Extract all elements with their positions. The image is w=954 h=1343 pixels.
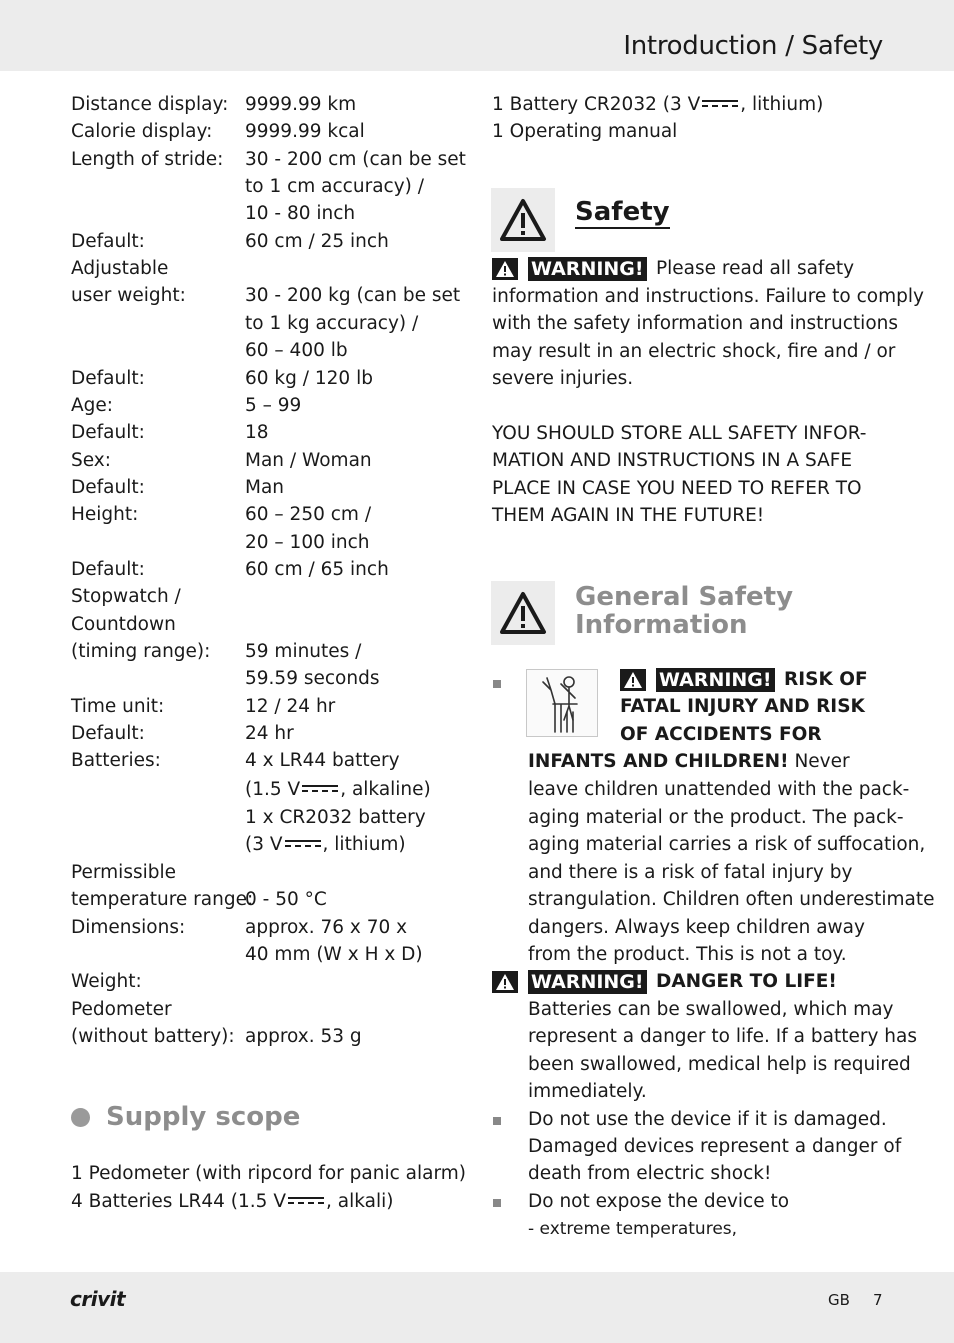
spec-label: Distance display:	[71, 94, 229, 115]
spec-value: approx. 53 g	[245, 1026, 362, 1048]
spec-label: Default:	[71, 230, 145, 252]
store-instructions-line: THEM AGAIN IN THE FUTURE!	[492, 505, 765, 526]
page-number: 7	[873, 1291, 883, 1309]
bullet-square-icon	[493, 1117, 501, 1125]
safety-intro-line: Please read all safety	[656, 258, 855, 279]
children-warning-title: FATAL INJURY AND RISK	[620, 696, 865, 717]
bullet-square-icon	[493, 680, 501, 688]
spec-battery-cr2032: 1 x CR2032 battery	[245, 807, 426, 828]
footer-language: GB	[828, 1291, 850, 1309]
children-warning-line: aging material or the product. The pack-	[528, 807, 904, 828]
danger-to-life-title: DANGER TO LIFE!	[656, 971, 837, 992]
warning-label: WARNING!	[528, 970, 647, 994]
spec-label: Sex:	[71, 449, 111, 471]
store-instructions-line: MATION AND INSTRUCTIONS IN A SAFE	[492, 450, 853, 471]
spec-value: 9999.99 km	[245, 94, 357, 115]
bullet-square-icon	[493, 1199, 501, 1207]
general-safety-warning-icon	[491, 581, 555, 645]
spec-value: 30 - 200 kg (can be set	[245, 285, 461, 307]
battery-warning-line: represent a danger to life. If a battery has	[528, 1026, 917, 1047]
spec-label: Age:	[71, 394, 114, 416]
spec-value: 40 mm (W x H x D)	[245, 944, 423, 966]
children-warning-line: dangers. Always keep children away	[528, 917, 865, 938]
battery-warning-line: Batteries can be swallowed, which may	[528, 999, 894, 1020]
safety-intro-line: severe injuries.	[492, 368, 634, 389]
children-warning-line: INFANTS AND CHILDREN! Never	[528, 751, 850, 772]
spec-label: Weight:	[71, 971, 142, 993]
spec-label: Pedometer	[71, 998, 172, 1020]
expose-device-line: Do not expose the device to	[528, 1191, 790, 1212]
spec-value: 59.59 seconds	[245, 668, 380, 690]
spec-value: 20 – 100 inch	[245, 531, 370, 553]
spec-label: temperature range:	[71, 889, 254, 911]
spec-value: 12 / 24 hr	[245, 695, 336, 717]
expose-device-subitem: - extreme temperatures,	[528, 1219, 738, 1239]
direct-current-symbol-icon	[288, 1196, 324, 1206]
spec-value: 60 – 400 lb	[245, 340, 348, 362]
damaged-device-line: Damaged devices represent a danger of	[528, 1136, 902, 1157]
spec-battery-cr2032-voltage: (3 V , lithium)	[245, 834, 406, 855]
general-safety-heading: General Safety	[575, 582, 794, 612]
spec-value: to 1 cm accuracy) /	[245, 176, 424, 198]
spec-value: Man / Woman	[245, 449, 372, 471]
store-instructions-line: PLACE IN CASE YOU NEED TO REFER TO	[492, 478, 862, 499]
spec-label: Default:	[71, 367, 145, 389]
spec-value: 0 - 50 °C	[245, 889, 327, 911]
spec-value: 60 – 250 cm /	[245, 504, 372, 526]
spec-battery-lr44-voltage: (1.5 V , alkaline)	[245, 779, 431, 800]
spec-label: Default:	[71, 476, 145, 498]
children-warning-line: aging material carries a risk of suffocation,	[528, 834, 926, 855]
spec-label: Stopwatch /	[71, 586, 181, 608]
section-bullet-icon	[71, 1108, 90, 1127]
spec-value: 9999.99 kcal	[245, 121, 365, 143]
safety-intro-line: may result in an electric shock, fire and / or	[492, 341, 896, 362]
warning-label: WARNING!	[528, 257, 647, 281]
children-warning-line: strangulation. Children often underestimate	[528, 889, 935, 910]
spec-label: Length of stride:	[71, 148, 224, 170]
spec-label: Adjustable	[71, 258, 169, 280]
direct-current-symbol-icon	[702, 99, 738, 109]
spec-label: Default:	[71, 558, 145, 580]
battery-warning-line: immediately.	[528, 1081, 647, 1102]
store-instructions-line: YOU SHOULD STORE ALL SAFETY INFOR-	[492, 423, 867, 444]
spec-value: 4 x LR44 battery	[245, 750, 400, 772]
damaged-device-line: Do not use the device if it is damaged.	[528, 1109, 887, 1130]
children-warning-line: from the product. This is not a toy.	[528, 944, 847, 965]
spec-value: 30 - 200 cm (can be set	[245, 148, 466, 170]
warning-triangle-icon	[620, 669, 646, 691]
children-warning-title: RISK OF	[784, 669, 868, 690]
children-warning-line: leave children unattended with the pack-	[528, 779, 910, 800]
warning-label: WARNING!	[656, 668, 775, 692]
safety-heading: Safety	[575, 197, 670, 227]
children-warning-title: OF ACCIDENTS FOR	[620, 724, 822, 745]
supply-item-lr44: 4 Batteries LR44 (1.5 V , alkali)	[71, 1191, 394, 1212]
supply-item-pedometer: 1 Pedometer (with ripcord for panic alarm)	[71, 1163, 466, 1184]
safety-warning-icon	[491, 188, 555, 252]
spec-value: 60 cm / 25 inch	[245, 230, 389, 252]
battery-warning-line: been swallowed, medical help is required	[528, 1054, 911, 1075]
supply-item-manual: 1 Operating manual	[492, 121, 678, 142]
spec-value: to 1 kg accuracy) /	[245, 312, 419, 334]
page-title: Introduction / Safety	[623, 31, 883, 61]
spec-label: Countdown	[71, 613, 176, 635]
supply-scope-heading: Supply scope	[106, 1102, 301, 1132]
brand-logo: crivit	[70, 1287, 126, 1311]
spec-label: user weight:	[71, 285, 186, 307]
footer-band	[0, 1272, 954, 1343]
spec-label: (timing range):	[71, 641, 211, 662]
spec-value: approx. 76 x 70 x	[245, 916, 408, 938]
supply-item-cr2032: 1 Battery CR2032 (3 V , lithium)	[492, 94, 824, 115]
spec-label: Permissible	[71, 862, 177, 883]
spec-value: 18	[245, 422, 269, 444]
spec-value: 10 - 80 inch	[245, 203, 356, 225]
spec-value: 60 cm / 65 inch	[245, 558, 389, 580]
spec-label: Default:	[71, 723, 145, 745]
spec-label: Dimensions:	[71, 916, 186, 938]
spec-label: Height:	[71, 504, 139, 526]
spec-label: Default:	[71, 422, 145, 444]
spec-value: 24 hr	[245, 723, 294, 745]
general-safety-heading-line2: Information	[575, 610, 748, 640]
safety-intro-line: information and instructions. Failure to comply	[492, 286, 924, 307]
spec-value: 59 minutes /	[245, 641, 362, 662]
spec-label: Time unit:	[71, 695, 165, 717]
children-warning-line: and there is a risk of fatal injury by	[528, 862, 853, 883]
direct-current-symbol-icon	[285, 839, 321, 849]
warning-triangle-icon	[492, 258, 518, 280]
spec-label: Calorie display:	[71, 121, 213, 143]
direct-current-symbol-icon	[302, 784, 338, 794]
spec-value: Man	[245, 476, 285, 498]
safety-intro-line: with the safety information and instructions	[492, 313, 898, 334]
spec-label: Batteries:	[71, 750, 161, 772]
spec-value: 60 kg / 120 lb	[245, 367, 373, 389]
warning-triangle-icon	[492, 971, 518, 993]
damaged-device-line: death from electric shock!	[528, 1163, 772, 1184]
child-safety-icon	[526, 669, 598, 737]
spec-label: (without battery):	[71, 1026, 235, 1048]
spec-value: 5 – 99	[245, 394, 302, 416]
